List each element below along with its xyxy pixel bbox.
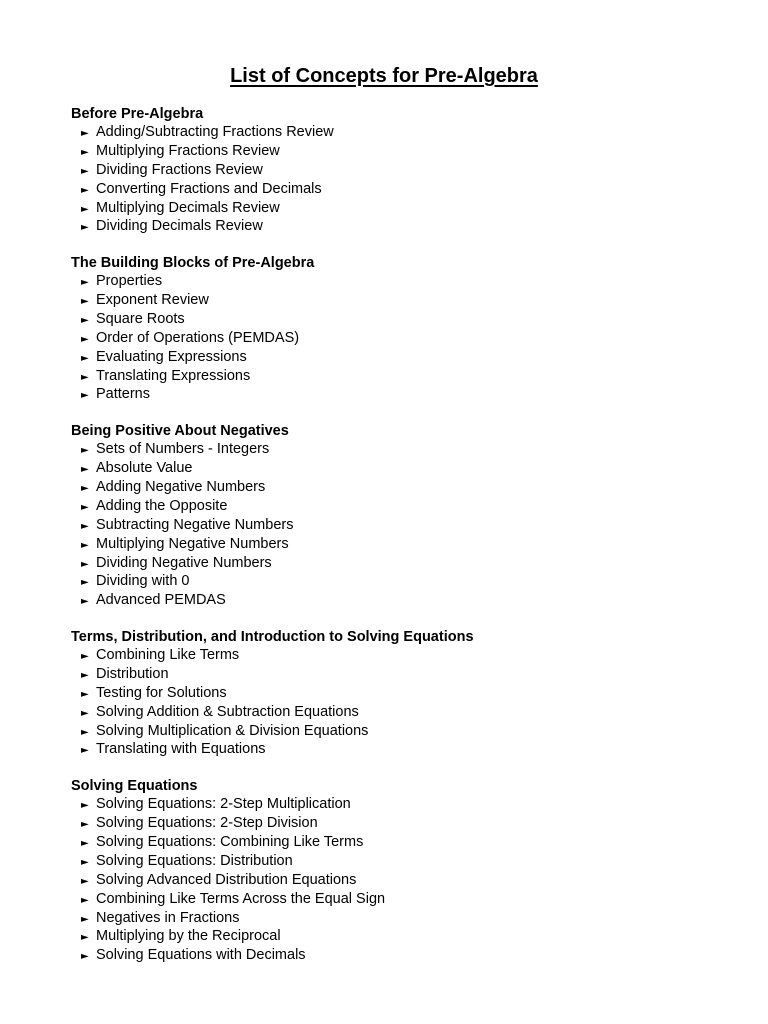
list-item	[81, 460, 474, 479]
triangle-bullet-icon: ►	[81, 146, 89, 158]
list-item-label: Properties	[96, 273, 163, 290]
list-item	[81, 704, 474, 723]
list-item-label: Translating Expressions	[96, 367, 251, 384]
list-item-label: Solving Equations: 2-Step Multiplication	[96, 796, 351, 813]
triangle-bullet-icon: ►	[81, 165, 89, 177]
list-item	[81, 200, 474, 219]
list-item	[81, 947, 474, 966]
triangle-bullet-icon: ►	[81, 390, 89, 402]
list-item	[81, 928, 474, 947]
list-item-label: Exponent Review	[96, 291, 209, 308]
triangle-bullet-icon: ►	[81, 707, 89, 719]
concept-section	[71, 106, 474, 237]
list-item-label: Advanced PEMDAS	[96, 592, 226, 609]
triangle-bullet-icon: ►	[81, 445, 89, 457]
list-item-label: Solving Equations: Combining Like Terms	[96, 833, 364, 850]
list-item	[81, 218, 474, 237]
triangle-bullet-icon: ►	[81, 688, 89, 700]
concept-section	[71, 255, 474, 405]
list-item-label: Solving Multiplication & Division Equations	[96, 722, 369, 739]
triangle-bullet-icon: ►	[81, 314, 89, 326]
list-item-label: Order of Operations (PEMDAS)	[96, 329, 300, 346]
triangle-bullet-icon: ►	[81, 371, 89, 383]
triangle-bullet-icon: ►	[81, 932, 89, 944]
list-item	[81, 555, 474, 574]
list-item	[81, 311, 474, 330]
triangle-bullet-icon: ►	[81, 277, 89, 289]
list-item-label: Adding/Subtracting Fractions Review	[96, 123, 334, 140]
list-item	[81, 815, 474, 834]
list-item-label: Combining Like Terms	[96, 646, 240, 663]
section-heading: Being Positive About Negatives	[71, 423, 289, 440]
list-item	[81, 592, 474, 611]
triangle-bullet-icon: ►	[81, 222, 89, 234]
list-item-label: Adding the Opposite	[96, 497, 228, 514]
triangle-bullet-icon: ►	[81, 184, 89, 196]
list-item	[81, 796, 474, 815]
list-item	[81, 124, 474, 143]
list-item	[81, 368, 474, 387]
triangle-bullet-icon: ►	[81, 127, 89, 139]
list-item	[81, 292, 474, 311]
triangle-bullet-icon: ►	[81, 913, 89, 925]
triangle-bullet-icon: ►	[81, 464, 89, 475]
list-item-label: Solving Addition & Subtraction Equations	[96, 703, 359, 720]
list-item	[81, 834, 474, 853]
list-item-label: Evaluating Expressions	[96, 348, 247, 365]
list-item-label: Sets of Numbers - Integers	[96, 441, 270, 458]
triangle-bullet-icon: ►	[81, 501, 89, 513]
list-item-label: Solving Equations with Decimals	[96, 947, 306, 964]
triangle-bullet-icon: ►	[81, 520, 89, 532]
list-item-label: Patterns	[96, 386, 150, 403]
concept-list	[71, 796, 474, 966]
list-item	[81, 330, 474, 349]
list-item-label: Negatives in Fractions	[96, 909, 240, 926]
triangle-bullet-icon: ►	[81, 596, 89, 608]
concept-list	[71, 273, 474, 405]
list-item	[81, 910, 474, 929]
list-item	[81, 666, 474, 685]
list-item	[81, 386, 474, 405]
list-item-label: Multiplying Decimals Review	[96, 199, 280, 216]
triangle-bullet-icon: ►	[81, 800, 89, 812]
concept-list	[71, 647, 474, 760]
triangle-bullet-icon: ►	[81, 352, 89, 364]
triangle-bullet-icon: ►	[81, 669, 89, 681]
list-item-label: Solving Equations: Distribution	[96, 852, 293, 869]
list-item-label: Multiplying Negative Numbers	[96, 535, 289, 552]
section-heading: Before Pre-Algebra	[71, 106, 204, 122]
triangle-bullet-icon: ►	[81, 951, 89, 963]
list-item	[81, 143, 474, 162]
list-item-label: Converting Fractions and Decimals	[96, 180, 322, 197]
list-item-label: Dividing with 0	[96, 573, 190, 590]
concept-list	[71, 124, 474, 237]
triangle-bullet-icon: ►	[81, 577, 89, 589]
concept-sections	[71, 106, 474, 984]
list-item-label: Dividing Negative Numbers	[96, 554, 272, 571]
triangle-bullet-icon: ►	[81, 837, 89, 849]
list-item	[81, 517, 474, 536]
triangle-bullet-icon: ►	[81, 539, 89, 551]
list-item	[81, 723, 474, 742]
list-item	[81, 181, 474, 200]
list-item	[81, 536, 474, 555]
list-item	[81, 441, 474, 460]
concept-section	[71, 778, 474, 966]
list-item	[81, 685, 474, 704]
page-title: List of Concepts for Pre-Algebra	[230, 65, 538, 87]
triangle-bullet-icon: ►	[81, 482, 89, 494]
list-item-label: Distribution	[96, 665, 169, 682]
list-item	[81, 741, 474, 760]
section-heading: Terms, Distribution, and Introduction to Solving Equations	[71, 629, 474, 646]
concept-section	[71, 629, 474, 760]
list-item-label: Square Roots	[96, 310, 185, 327]
list-item	[81, 647, 474, 666]
list-item	[81, 853, 474, 872]
triangle-bullet-icon: ►	[81, 875, 89, 887]
list-item-label: Dividing Decimals Review	[96, 218, 263, 235]
list-item-label: Multiplying by the Reciprocal	[96, 928, 281, 945]
triangle-bullet-icon: ►	[81, 894, 89, 906]
triangle-bullet-icon: ►	[81, 819, 89, 830]
list-item	[81, 498, 474, 517]
triangle-bullet-icon: ►	[81, 203, 89, 215]
list-item-label: Testing for Solutions	[96, 684, 227, 701]
list-item-label: Multiplying Fractions Review	[96, 142, 280, 159]
list-item	[81, 891, 474, 910]
list-item-label: Dividing Fractions Review	[96, 161, 263, 178]
triangle-bullet-icon: ►	[81, 745, 89, 757]
list-item-label: Subtracting Negative Numbers	[96, 516, 294, 533]
list-item-label: Solving Equations: 2-Step Division	[96, 815, 318, 831]
triangle-bullet-icon: ►	[81, 558, 89, 570]
list-item	[81, 162, 474, 181]
list-item-label: Translating with Equations	[96, 741, 266, 758]
triangle-bullet-icon: ►	[81, 650, 89, 662]
triangle-bullet-icon: ►	[81, 726, 89, 738]
list-item	[81, 872, 474, 891]
list-item	[81, 273, 474, 292]
section-heading: Solving Equations	[71, 778, 198, 795]
list-item-label: Absolute Value	[96, 460, 193, 476]
triangle-bullet-icon: ►	[81, 295, 89, 307]
concept-list	[71, 441, 474, 611]
list-item	[81, 349, 474, 368]
list-item	[81, 573, 474, 592]
list-item-label: Combining Like Terms Across the Equal Sign	[96, 890, 386, 907]
list-item	[81, 479, 474, 498]
triangle-bullet-icon: ►	[81, 856, 89, 868]
concept-section	[71, 423, 474, 611]
list-item-label: Solving Advanced Distribution Equations	[96, 871, 357, 888]
list-item-label: Adding Negative Numbers	[96, 478, 266, 495]
section-heading: The Building Blocks of Pre-Algebra	[71, 255, 315, 272]
triangle-bullet-icon: ►	[81, 333, 89, 345]
